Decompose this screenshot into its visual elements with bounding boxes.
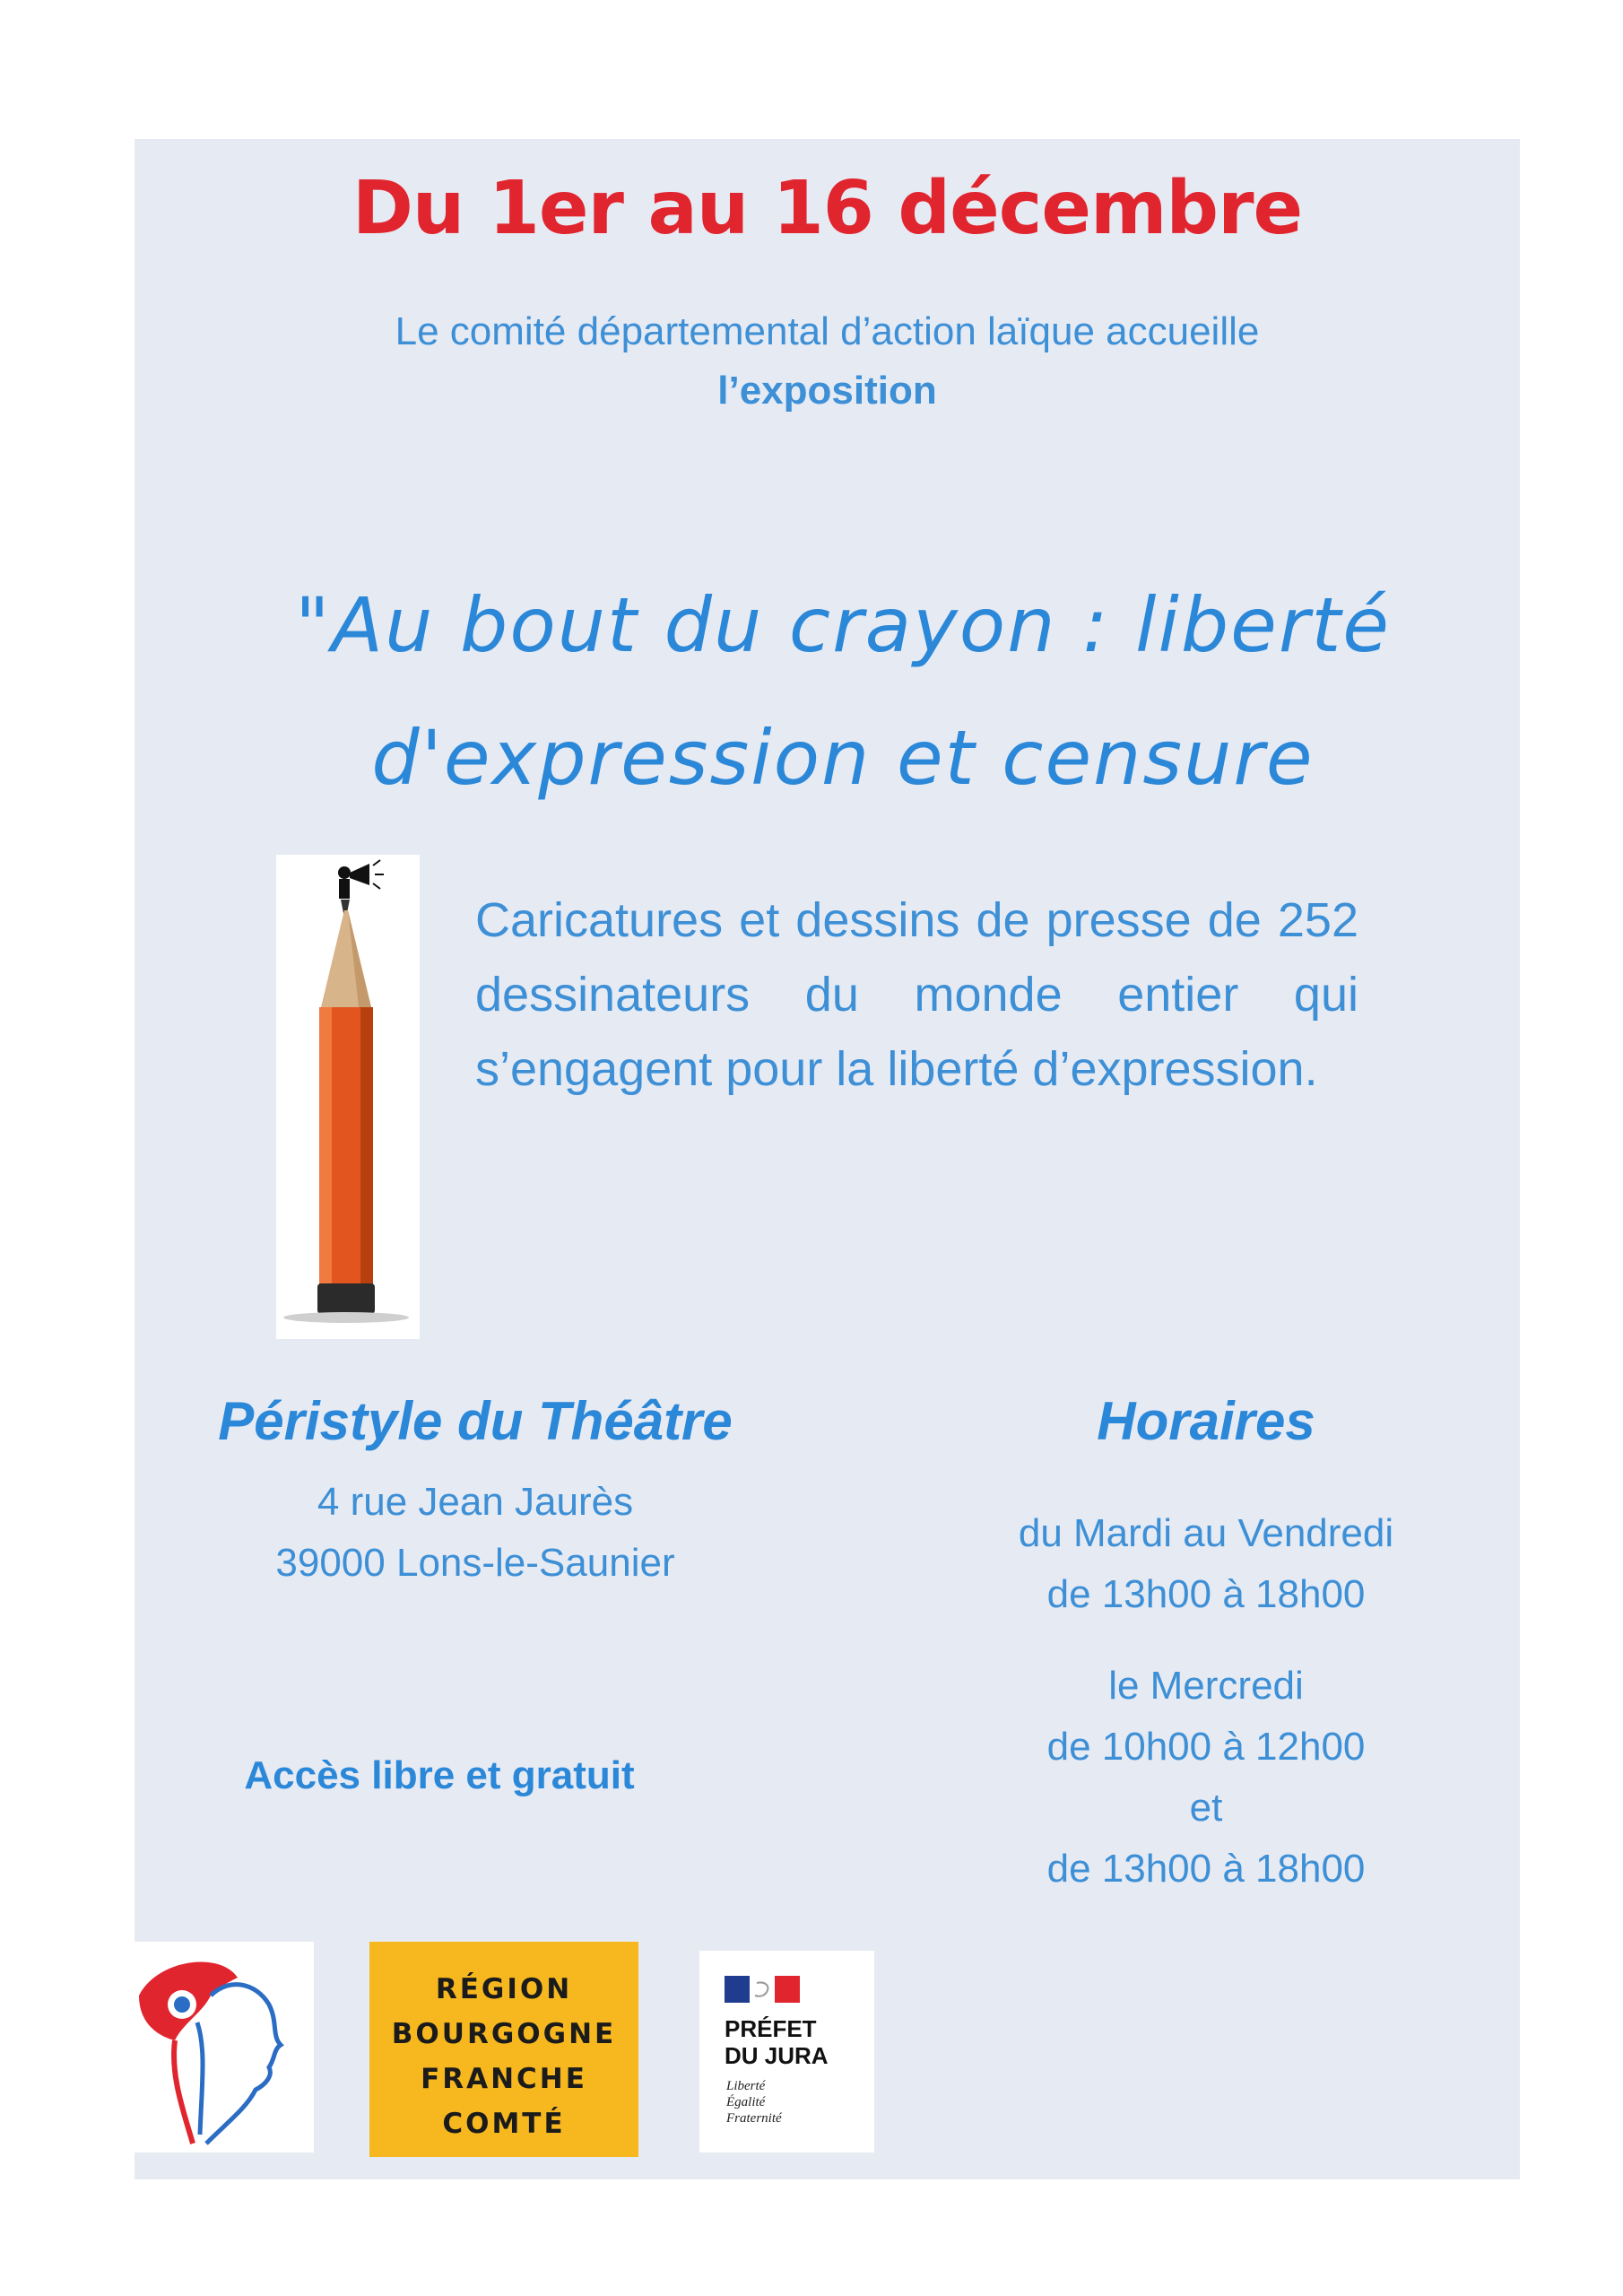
pencil-icon: [276, 855, 420, 1339]
prefet-name-line-1: PRÉFET: [725, 2015, 817, 2042]
hours-and: et: [1189, 1786, 1223, 1830]
prefet-name-line-2: DU JURA: [725, 2042, 829, 2069]
venue-name: Péristyle du Théâtre: [218, 1391, 733, 1451]
hours-title: Horaires: [1097, 1391, 1315, 1451]
hours-time-2: de 10h00 à 12h00: [1046, 1725, 1366, 1769]
pencil-illustration: [276, 855, 420, 1339]
intro-strong: l’exposition: [717, 369, 937, 413]
marianne-logo: [121, 1942, 314, 2152]
venue-city: 39000 Lons-le-Saunier: [275, 1541, 675, 1585]
title-line-1: "Au bout du crayon : liberté: [295, 581, 1391, 669]
megaphone-figure-icon: [338, 860, 384, 899]
region-line-2: BOURGOGNE: [391, 2018, 617, 2050]
motto-liberte: Liberté: [726, 2079, 766, 2093]
region-line-3: FRANCHE: [421, 2063, 587, 2095]
venue-street: 4 rue Jean Jaurès: [317, 1480, 634, 1524]
date-range-heading: Du 1er au 16 décembre: [352, 166, 1303, 251]
motto-fraternite: Fraternité: [726, 2111, 782, 2126]
title-line-2: d'expression et censure: [371, 714, 1315, 802]
prefet-logo: [699, 1951, 874, 2152]
intro-text: [135, 302, 1520, 421]
region-line-4: COMTÉ: [442, 2108, 566, 2140]
hours-time-3: de 13h00 à 18h00: [1046, 1847, 1366, 1891]
hours-time-1: de 13h00 à 18h00: [1046, 1572, 1366, 1616]
region-logo: [369, 1942, 638, 2157]
region-line-1: RÉGION: [435, 1973, 573, 2005]
intro-line: Le comité départemental d’action laïque accueille: [395, 309, 1260, 353]
hours-days-2: le Mercredi: [1108, 1664, 1304, 1708]
exhibition-description: Caricatures et dessins de presse de 252 dessinateurs du monde entier qui s’engagent pour la liberté d’expression.: [475, 893, 1358, 1096]
access-note: Accès libre et gratuit: [244, 1753, 635, 1797]
poster: [135, 139, 1520, 2179]
prefet-motto: [726, 2078, 861, 2126]
hours-days-1: du Mardi au Vendredi: [1018, 1511, 1394, 1555]
exhibition-title: [170, 559, 1515, 824]
french-flag-icon: [725, 1976, 800, 2003]
region-logo-text: [369, 1967, 638, 2146]
prefet-name: [725, 2015, 868, 2069]
motto-egalite: Égalité: [726, 2095, 766, 2109]
marianne-icon: [121, 1942, 314, 2152]
